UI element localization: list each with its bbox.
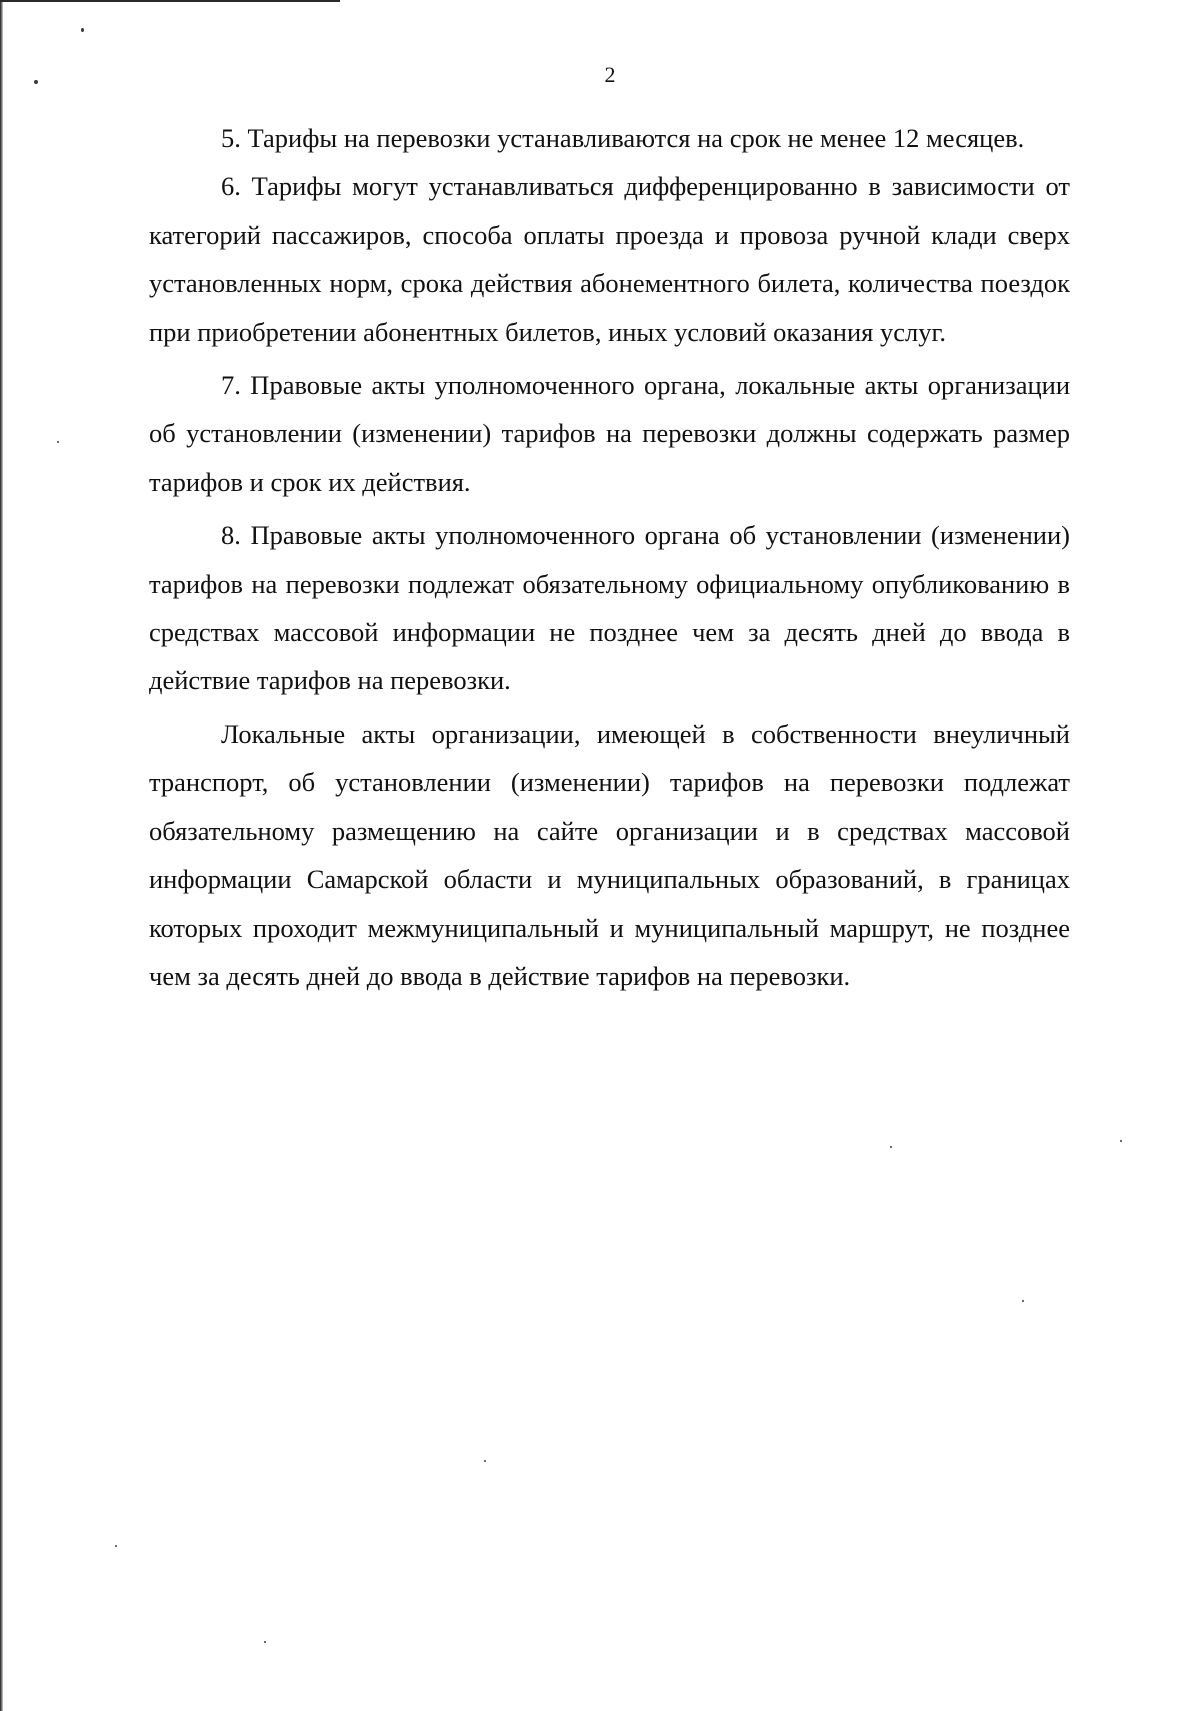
paragraph-local-acts: Локальные акты организации, имеющей в собственности внеуличный транспорт, об установлении (изменении) тарифов на перевозки подлежат обязательному размещению на сайте организации и в средствах массовой информации Самарской области и муниципальных образований, в границах которых проходит межмуниципальный и муниципальный маршрут, не позднее чем за десять дней до ввода в действие тарифов на перевозки. bbox=[149, 718, 1070, 991]
scan-speck bbox=[1120, 1140, 1122, 1142]
paragraph-5: 5. Тарифы на перевозки устанавливаются на срок не менее 12 месяцев. bbox=[221, 123, 1025, 153]
scan-speck bbox=[264, 1641, 266, 1643]
page-number: 2 bbox=[604, 62, 616, 87]
paragraph-7: 7. Правовые акты уполномоченного органа, локальные акты организации об установлении (изменении) тарифов на перевозки должны содержать размер тарифов и срок их действия. bbox=[149, 370, 1070, 497]
paragraph-6: 6. Тарифы могут устанавливаться дифференцированно в зависимости от категорий пассажиров, способа оплаты проезда и провоза ручной клади сверх установленных норм, срока действия абонементного билета, количества поездок при приобретении абонентных билетов, иных условий оказания услуг. bbox=[149, 171, 1070, 347]
scan-speck bbox=[890, 1146, 892, 1148]
scan-speck bbox=[81, 28, 84, 32]
scan-speck bbox=[1022, 1300, 1024, 1302]
paragraph-8: 8. Правовые акты уполномоченного органа об установлении (изменении) тарифов на перевозки подлежат обязательному официальному опубликованию в средствах массовой информации не позднее чем за десять дней до ввода в действие тарифов на перевозки. bbox=[149, 520, 1070, 696]
scan-speck bbox=[484, 1460, 486, 1462]
document-body bbox=[149, 114, 1070, 1000]
scan-speck bbox=[34, 80, 38, 84]
scan-speck bbox=[115, 1545, 117, 1547]
scan-edge-top bbox=[0, 0, 340, 2]
scan-speck bbox=[57, 441, 59, 443]
scan-edge-left bbox=[0, 0, 3, 1711]
